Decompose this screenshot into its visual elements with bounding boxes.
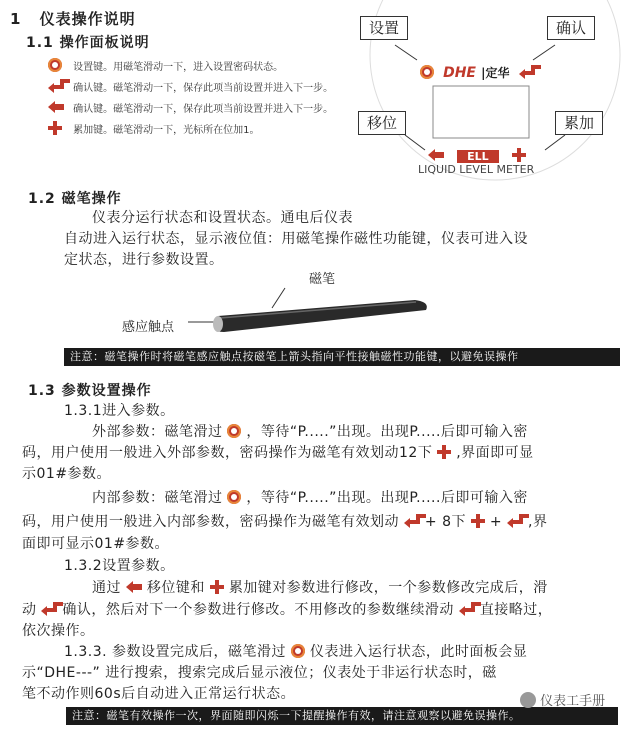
key-item-setting xyxy=(48,55,333,76)
paragraph: 示01#参数。 xyxy=(22,466,112,482)
text: 动 xyxy=(22,602,37,618)
subsection-title-1-1: 1.1 操作面板说明 xyxy=(26,35,150,51)
text: 移位键和 xyxy=(146,580,205,596)
enter-arrow-icon xyxy=(404,514,420,527)
note-bar: 注意：磁笔操作时将磁笔感应触点按磁笔上箭头指向平性接触磁性功能键，以避免误操作 xyxy=(64,348,620,366)
watermark xyxy=(520,690,605,709)
key-desc: 确认键。磁笔滑动一下，保存此项当前设置并进入下一步。 xyxy=(73,83,334,94)
plus-icon xyxy=(210,580,224,594)
paragraph: 1.3.1进入参数。 xyxy=(64,403,175,419)
key-item-add xyxy=(48,118,333,139)
panel-left-arrow-icon xyxy=(428,149,444,161)
text: + 8下 xyxy=(424,514,466,530)
label-add xyxy=(555,112,603,133)
tip-label: 感应触点 xyxy=(122,320,175,335)
enter-arrow-icon xyxy=(48,79,64,92)
key-desc: 确认键。磁笔滑动一下，保存此项当前设置并进入下一步。 xyxy=(73,104,334,115)
paragraph: 示“DHE---” 进行搜索，搜索完成后显示液位；仪表处于非运行状态时，磁 xyxy=(22,665,497,681)
text: + xyxy=(489,514,503,530)
enter-arrow-icon xyxy=(459,602,475,615)
left-arrow-icon xyxy=(126,581,142,593)
enter-arrow-icon xyxy=(507,514,523,527)
gear-icon xyxy=(291,644,305,658)
text: ，等待“P.....”出现。出现P.....后即可输入密 xyxy=(246,490,528,506)
paragraph-set-2 xyxy=(22,600,552,621)
text: 外部参数：磁笔滑过 xyxy=(92,424,223,440)
wechat-icon xyxy=(520,692,536,708)
panel-plus-icon xyxy=(512,148,526,162)
brand-logo: DHE xyxy=(443,65,476,81)
label-shift xyxy=(358,112,406,133)
paragraph: 1.3.2设置参数。 xyxy=(64,558,175,574)
paragraph: 依次操作。 xyxy=(22,623,95,639)
text: 直接略过， xyxy=(479,602,553,618)
paragraph-set-1 xyxy=(92,578,548,599)
section-title: 仪表操作说明 xyxy=(39,10,136,28)
gear-icon xyxy=(48,58,62,72)
key-list xyxy=(48,55,333,139)
label-confirm-text: 确认 xyxy=(547,16,595,40)
label-add-text: 累加 xyxy=(555,111,603,135)
paragraph: 笔不动作则60s后自动进入正常运行状态。 xyxy=(22,686,296,702)
key-desc: 累加键。磁笔滑动一下，光标所在位加1。 xyxy=(73,125,260,136)
text: 1.3.3. 参数设置完成后，磁笔滑过 xyxy=(64,644,287,660)
paragraph: 定状态，进行参数设置。 xyxy=(64,252,224,268)
enter-arrow-icon xyxy=(41,602,57,615)
label-shift-text: 移位 xyxy=(358,111,406,135)
text: 累加键对参数进行修改，一个参数修改完成后，滑 xyxy=(228,580,548,596)
note-bar-2: 注意：磁笔有效操作一次，界面随即闪烁一下提醒操作有效，请注意观察以避免误操作。 xyxy=(66,707,618,725)
paragraph: 仪表分运行状态和设置状态。通电后仪表 xyxy=(92,210,353,226)
text: 码，用户使用一般进入外部参数，密码操作为磁笔有效划动12下 xyxy=(22,445,433,461)
label-confirm xyxy=(547,17,595,38)
key-desc: 设置键。用磁笔滑动一下，进入设置密码状态。 xyxy=(73,62,284,73)
text: 确认，然后对下一个参数进行修改。不用修改的参数继续滑动 xyxy=(62,602,454,618)
watermark-text: 仪表工手册 xyxy=(540,694,606,709)
text: ,界面即可显 xyxy=(456,445,534,461)
plus-icon xyxy=(471,514,485,528)
label-setting-text: 设置 xyxy=(360,16,408,40)
pen-label: 磁笔 xyxy=(309,272,336,287)
key-item-confirm xyxy=(48,76,333,97)
key-item-confirm-2 xyxy=(48,97,333,118)
text: 内部参数：磁笔滑过 xyxy=(92,490,223,506)
left-arrow-icon xyxy=(48,101,64,113)
plus-icon xyxy=(437,445,451,459)
subsection-title-1-3: 1.3 参数设置操作 xyxy=(28,383,152,399)
paragraph-ext-1 xyxy=(92,422,528,443)
subsection-title-1-2: 1.2 磁笔操作 xyxy=(28,191,122,207)
text: 仪表进入运行状态，此时面板会显 xyxy=(309,644,528,660)
ell-badge: ELL xyxy=(457,150,499,163)
gear-icon xyxy=(227,424,241,438)
text: ,界 xyxy=(528,514,548,530)
panel-brand-row xyxy=(420,62,535,81)
paragraph-int-1 xyxy=(92,488,528,509)
paragraph: 面即可显示01#参数。 xyxy=(22,536,170,552)
meter-caption: LIQUID LEVEL METER xyxy=(418,163,535,176)
magnetic-pen-image xyxy=(180,280,440,340)
section-heading xyxy=(10,8,136,29)
panel-enter-icon xyxy=(519,65,535,78)
paragraph-done-1 xyxy=(64,642,527,663)
text: ，等待“P.....”出现。出现P.....后即可输入密 xyxy=(246,424,528,440)
text: 码，用户使用一般进入内部参数，密码操作为磁笔有效划动 xyxy=(22,514,399,530)
brand-logo-cn: |定华 xyxy=(481,66,510,80)
label-setting xyxy=(360,17,408,38)
panel-bottom-row xyxy=(428,145,526,164)
paragraph-int-2 xyxy=(22,512,548,533)
gear-icon xyxy=(227,490,241,504)
panel-gear-icon xyxy=(420,65,434,79)
paragraph-ext-2 xyxy=(22,443,534,464)
text: 通过 xyxy=(92,580,121,596)
plus-icon xyxy=(48,121,62,135)
section-number: 1 xyxy=(10,10,22,28)
paragraph: 自动进入运行状态，显示液位值：用磁笔操作磁性功能键，仪表可进入设 xyxy=(64,231,528,247)
